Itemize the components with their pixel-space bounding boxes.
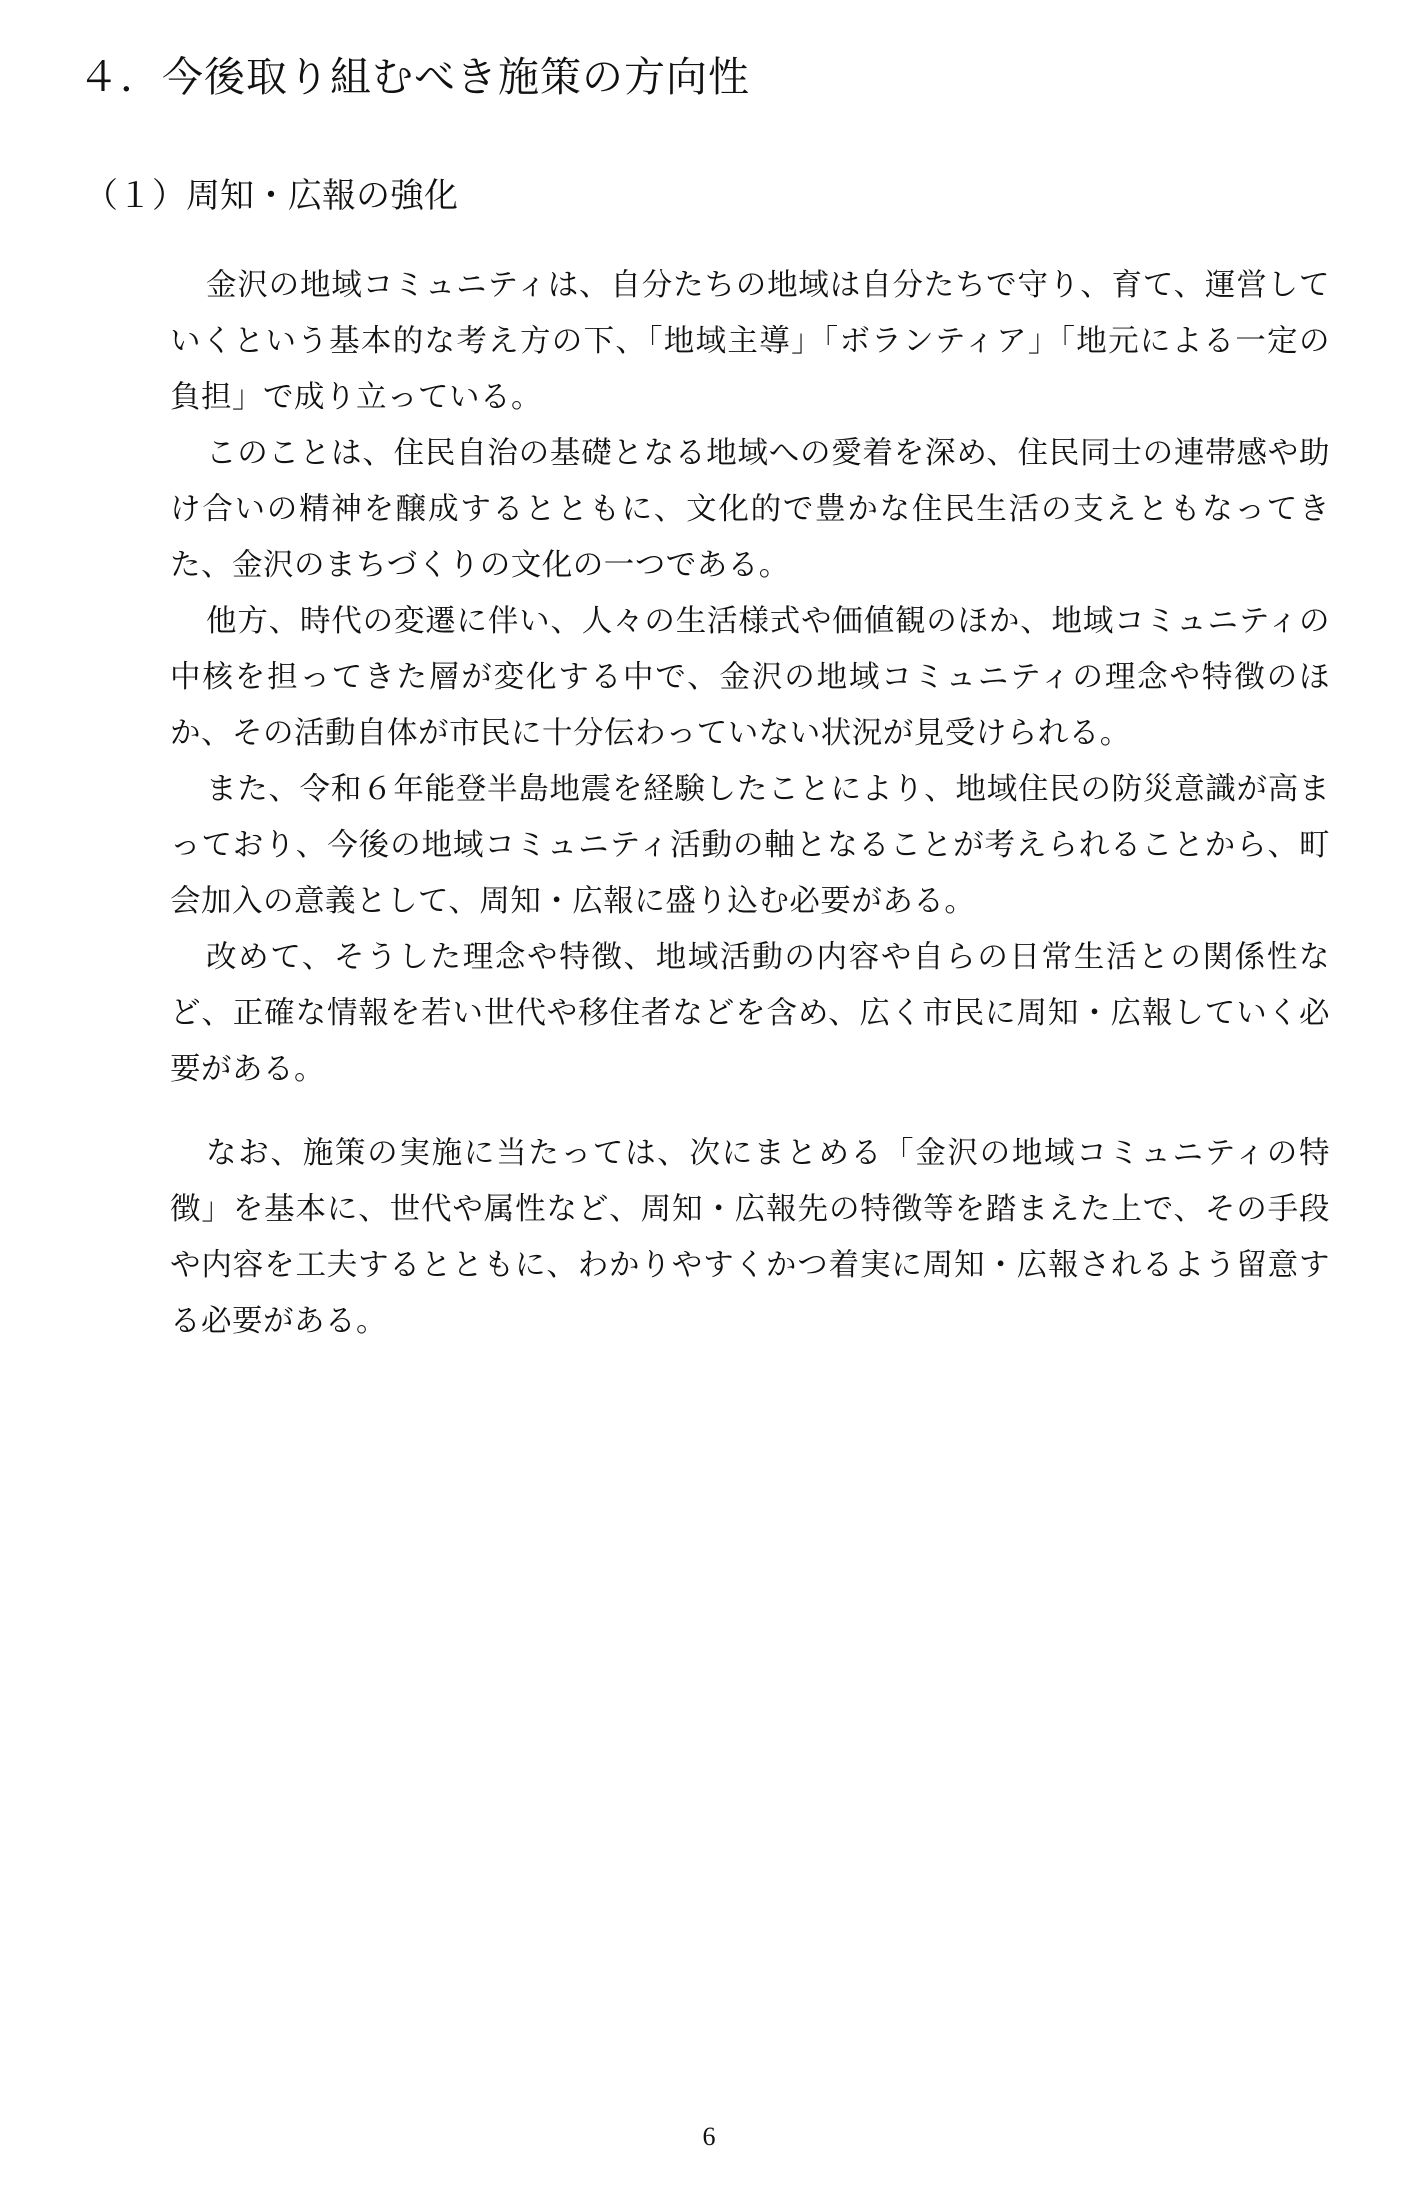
paragraph: このことは、住民自治の基礎となる地域への愛着を深め、住民同士の連帯感や助け合いの精神を醸成するとともに、文化的で豊かな住民生活の支えともなってきた、金沢のまちづくりの文化の一つである。 [170,436,1330,583]
paragraph: また、令和６年能登半島地震を経験したことにより、地域住民の防災意識が高まっており、今後の地域コミュニティ活動の軸となることが考えられることから、町会加入の意義として、周知・広報に盛り込む必要がある。 [170,772,1330,919]
paragraph: 改めて、そうした理念や特徴、地域活動の内容や自らの日常生活との関係性など、正確な情報を若い世代や移住者などを含め、広く市民に周知・広報していく必要がある。 [170,940,1330,1087]
paragraph: 他方、時代の変遷に伴い、人々の生活様式や価値観のほか、地域コミュニティの中核を担ってきた層が変化する中で、金沢の地域コミュニティの理念や特徴のほか、その活動自体が市民に十分伝わっていない状況が見受けられる。 [170,604,1330,751]
section-title: ４．今後取り組むべき施策の方向性 [78,53,750,101]
body-text [170,258,1330,1350]
paragraph: 金沢の地域コミュニティは、自分たちの地域は自分たちで守り、育て、運営していくという基本的な考え方の下、「地域主導」「ボランティア」「地元による一定の負担」で成り立っている。 [170,268,1330,415]
page-number: 6 [702,2122,716,2151]
subsection-title: （１）周知・広報の強化 [84,176,458,216]
paragraph: なお、施策の実施に当たっては、次にまとめる「金沢の地域コミュニティの特徴」を基本に、世代や属性など、周知・広報先の特徴等を踏まえた上で、その手段や内容を工夫するとともに、わかりやすくかつ着実に周知・広報されるよう留意する必要がある。 [170,1136,1330,1339]
